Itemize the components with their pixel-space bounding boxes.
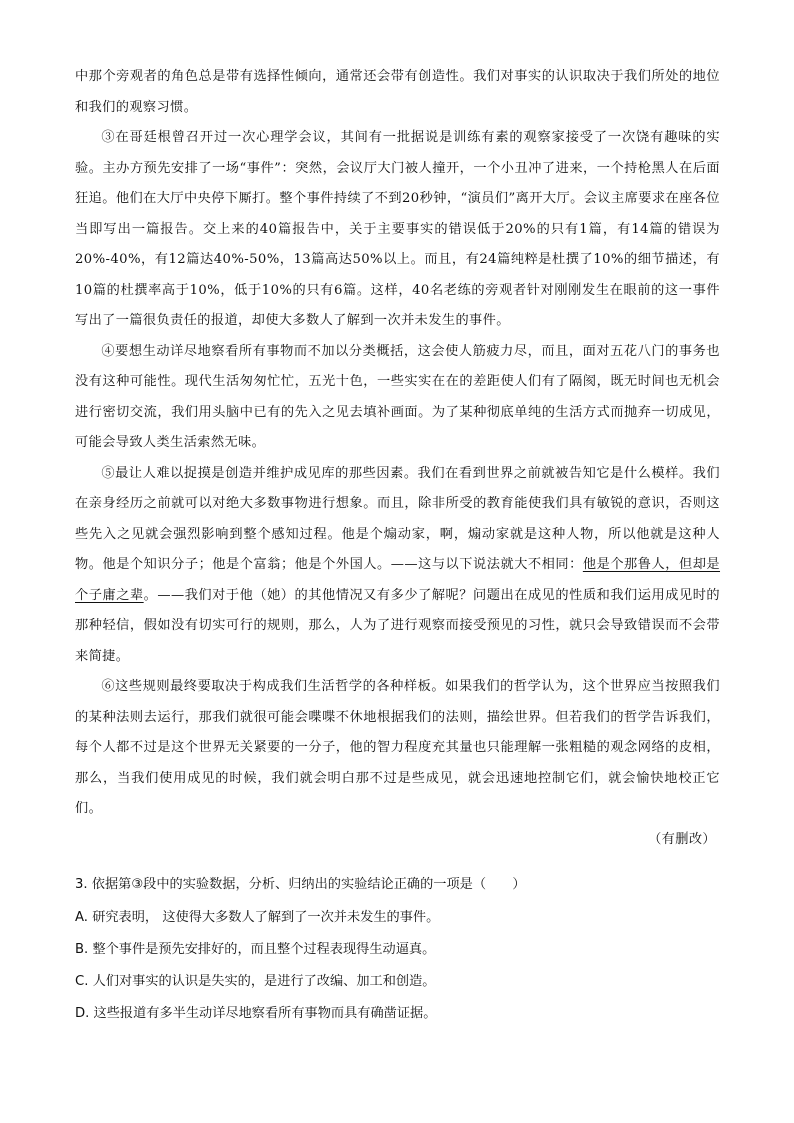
paragraph-3: ③在哥廷根曾召开过一次心理学会议，其间有一批据说是训练有素的观察家接受了一次饶有趣味的实验。主办方预先安排了一场“事件”：突然，会议厅大门被人撞开，一个小丑冲了进来，一个持枪黑人在后面狂追。他们在大厅中央停下厮打。整个事件持续了不到20秒钟，“演员们”离开大厅。会议主席要求在座各位当即写出一篇报告。交上来的40篇报告中，关于主要事实的错误低于20%的只有1篇，有14篇的错误为20%-40%，有12篇达40%-50%，13篇高达50%以上。而且，有24篇纯粹是杜撰了10%的细节描述，有10篇的杜撰率高于10%，低于10%的只有6篇。这样，40名老练的旁观者针对刚刚发生在眼前的这一事件写出了一篇很负责任的报道，却使大多数人了解到一次并未发生的事件。 [75,130,720,328]
option-letter: B. [75,942,93,957]
underlined-phrase: 他是个那鲁人，但却是个子庸之辈 [75,557,721,603]
passage-continuation: 中那个旁观者的角色总是带有选择性倾向，通常还会带有创造性。我们对事实的认识取决于我们所处的地位和我们的观察习惯。 [75,69,720,115]
option-letter: D. [75,1006,94,1021]
question-stem: 3. 依据第③段中的实验数据，分析、归纳出的实验结论正确的一项是（ ） [75,877,526,892]
option-letter: C. [75,974,93,989]
option-d[interactable] [75,1004,720,1024]
option-text: 整个事件是预先安排好的，而且整个过程表现得生动逼真。 [92,942,436,957]
option-a[interactable] [75,908,720,928]
option-text: 人们对事实的认识是失实的，是进行了改编、加工和创造。 [92,974,436,989]
paragraph-5-text-after: 。——我们对于他（她）的其他情况又有多少了解呢？问题出在成见的性质和我们运用成见时的那种轻信，假如没有切实可行的规则，那么，人为了进行观察而接受预见的习性，就只会导致错误而不会带来简捷。 [75,587,721,664]
option-text: 研究表明， 这使得大多数人了解到了一次并未发生的事件。 [92,910,440,925]
question-3 [75,875,720,1036]
option-text: 这些报道有多半生动详尽地察看所有事物而具有确凿证据。 [93,1006,437,1021]
option-c[interactable] [75,972,720,992]
option-b[interactable] [75,940,720,960]
reading-passage [75,62,720,855]
paragraph-4: ④要想生动详尽地察看所有事物而不加以分类概括，这会使人筋疲力尽，而且，面对五花八门的事务也没有这种可能性。现代生活匆匆忙忙，五光十色，一些实实在在的差距使人们有了隔阂，既无时间也无机会进行密切交流，我们用头脑中已有的先入之见去填补画面。为了某种彻底单纯的生活方式而抛弃一切成见，可能会导致人类生活索然无味。 [75,343,720,450]
paragraph-5-text-before: ⑤最让人难以捉摸是创造并维护成见库的那些因素。我们在看到世界之前就被告知它是什么模样。我们在亲身经历之前就可以对绝大多数事物进行想象。而且，除非所受的教育能使我们具有敏锐的意识，否则这些先入之见就会强烈影响到整个感知过程。他是个煽动家，啊，煽动家就是这种人物，所以他就是这种人物。他是个知识分子；他是个富翁；他是个外国人。——这与以下说法就大不相同： [75,465,720,572]
option-letter: A. [75,910,93,925]
paragraph-6: ⑥这些规则最终要取决于构成我们生活哲学的各种样板。如果我们的哲学认为，这个世界应当按照我们的某种法则去运行，那我们就很可能会喋喋不休地根据我们的法则，描绘世界。但若我们的哲学告诉我们，每个人都不过是这个世界无关紧要的一分子，他的智力程度充其量也只能理解一张粗糙的观念网络的皮相，那么，当我们使用成见的时候，我们就会明白那不过是些成见，就会迅速地控制它们，就会愉快地校正它们。 [75,679,720,816]
source-note: （有删改） [648,831,716,847]
paragraph-5 [75,459,720,673]
